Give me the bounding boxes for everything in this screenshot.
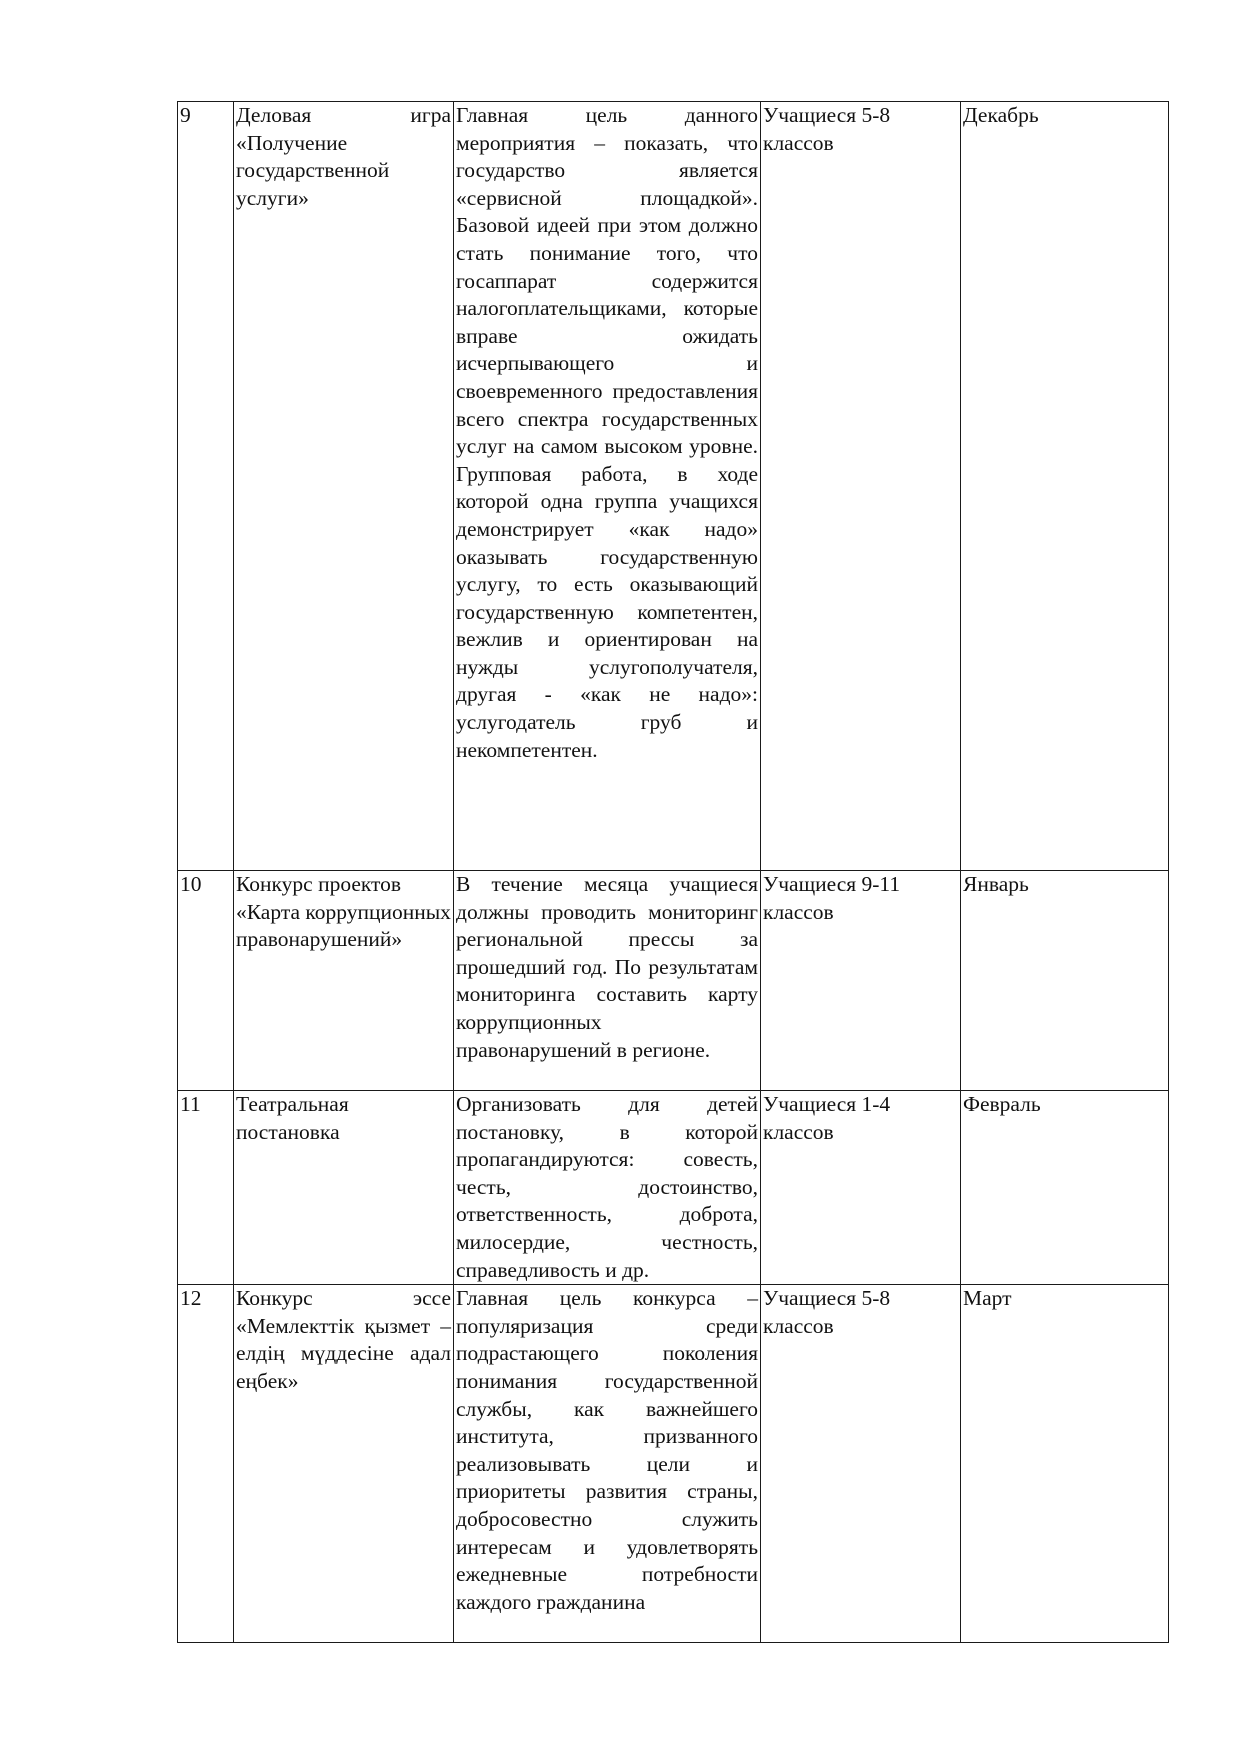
event-name: Театральная постановка [234, 1091, 454, 1285]
table-row [178, 871, 1169, 1091]
event-description: Организовать для детей постановку, в которой пропагандируются: совесть, честь, достоинство, ответственность, доброта, милосердие, честность, справедливость и др. [454, 1091, 761, 1285]
event-description: Главная цель конкурса – популяризация среди подрастающего поколения понимания государственной службы, как важнейшего института, призванного реализовывать цели и приоритеты развития страны, добросовестно служить интересам и удовлетворять ежедневные потребности каждого гражданина [454, 1285, 761, 1643]
row-number: 10 [178, 871, 234, 1091]
event-description: В течение месяца учащиеся должны проводить мониторинг региональной прессы за прошедший год. По результатам мониторинга составить карту коррупционных правонарушений в регионе. [454, 871, 761, 1091]
event-participants: Учащиеся 5-8 классов [761, 102, 961, 871]
event-name: Деловая игра «Получение государственной услуги» [234, 102, 454, 871]
event-participants: Учащиеся 1-4 классов [761, 1091, 961, 1285]
event-date: Март [961, 1285, 1169, 1643]
event-description: Главная цель данного мероприятия – показать, что государство является «сервисной площадкой». Базовой идеей при этом должно стать понимание того, что госаппарат содержится налогоплательщиками, которые вправе ожидать исчерпывающего и своевременного предоставления всего спектра государственных услуг на самом высоком уровне. Групповая работа, в ходе которой одна группа учащихся демонстрирует «как надо» оказывать государственную услугу, то есть оказывающий государственную компетентен, вежлив и ориентирован на нужды услугополучателя, другая - «как не надо»: услугодатель груб и некомпетентен. [454, 102, 761, 871]
event-date: Январь [961, 871, 1169, 1091]
row-number: 11 [178, 1091, 234, 1285]
table-row [178, 1091, 1169, 1285]
table-row [178, 102, 1169, 871]
event-name: Конкурс эссе «Мемлекттік қызмет – елдің мүддесіне адал еңбек» [234, 1285, 454, 1643]
table-row [178, 1285, 1169, 1643]
event-participants: Учащиеся 9-11 классов [761, 871, 961, 1091]
events-plan-table [177, 101, 1169, 1643]
event-name: Конкурс проектов «Карта коррупционных правонарушений» [234, 871, 454, 1091]
row-number: 9 [178, 102, 234, 871]
event-date: Декабрь [961, 102, 1169, 871]
row-number: 12 [178, 1285, 234, 1643]
event-participants: Учащиеся 5-8 классов [761, 1285, 961, 1643]
event-date: Февраль [961, 1091, 1169, 1285]
